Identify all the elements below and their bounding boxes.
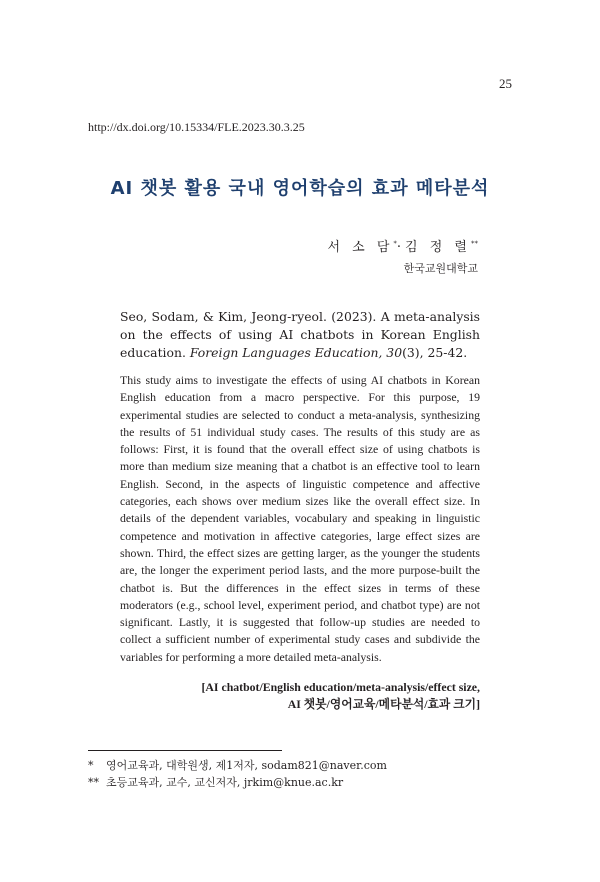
author-footnote-mark: * <box>393 239 397 248</box>
citation-issue: (3), 25-42. <box>402 345 468 360</box>
citation-reference: Seo, Sodam, & Kim, Jeong-ryeol. (2023). A meta-analysis on the effects of using AI chatbots in Korean English education. <box>120 309 480 360</box>
author-separator: · <box>396 240 406 255</box>
citation-journal: Foreign Languages Education, 30 <box>189 345 403 360</box>
footnote-mark: * <box>88 759 94 772</box>
footnote-text: 초등교육과, 교수, 교신저자, jrkim@knue.ac.kr <box>106 776 344 789</box>
affiliation: 한국교원대학교 <box>403 262 478 275</box>
keywords <box>120 679 480 714</box>
citation <box>120 308 480 362</box>
footnote-text: 영어교육과, 대학원생, 제1저자, sodam821@naver.com <box>106 759 387 772</box>
footnote <box>88 757 387 773</box>
page-number: 25 <box>499 76 512 91</box>
doi-link[interactable]: http://dx.doi.org/10.15334/FLE.2023.30.3.25 <box>88 120 305 134</box>
author-footnote-mark: ** <box>471 239 478 248</box>
keywords-korean: AI 챗봇/영어교육/메타분석/효과 크기] <box>287 697 480 712</box>
keywords-english: [AI chatbot/English education/meta-analysis/effect size, <box>201 680 480 694</box>
author-name: 서 소 담 <box>327 240 394 255</box>
footnote-mark: ** <box>88 776 99 789</box>
footnote-divider <box>88 750 282 751</box>
abstract: This study aims to investigate the effects of using AI chatbots in Korean English education from a macro perspective. For this purpose, 19 experimental studies are selected to conduct a meta-analysis, synthesizing the results of 51 individual study cases. The results of this study are as follows: First, it is found that the overall effect size of using chatbots is more than medium size meaning that a chatbot is an effective tool to learn English. Second, in the aspects of linguistic competence and affective categories, each shows over medium sizes like the overall effect size. In details of the dependent variables, vocabulary and speaking in linguistic competence and motivation in affective categories, large effect sizes are shown. Third, the effect sizes are getting larger, as the younger the students are, the longer the experiment period lasts, and the more purpose-built the chatbot is. But the differences in the effect sizes in terms of these moderators (e.g., school level, experiment period, and chatbot type) are not significant. Lastly, it is suggested that follow-up studies are needed to collect a sufficient number of experimental study cases and subdivide the variables for performing a more detailed meta-analysis. <box>120 373 480 664</box>
author-name: 김 정 렬 <box>405 240 471 255</box>
paper-title: AI 챗봇 활용 국내 영어학습의 효과 메타분석 <box>110 178 490 199</box>
footnote <box>88 774 343 790</box>
author-line <box>327 236 478 255</box>
